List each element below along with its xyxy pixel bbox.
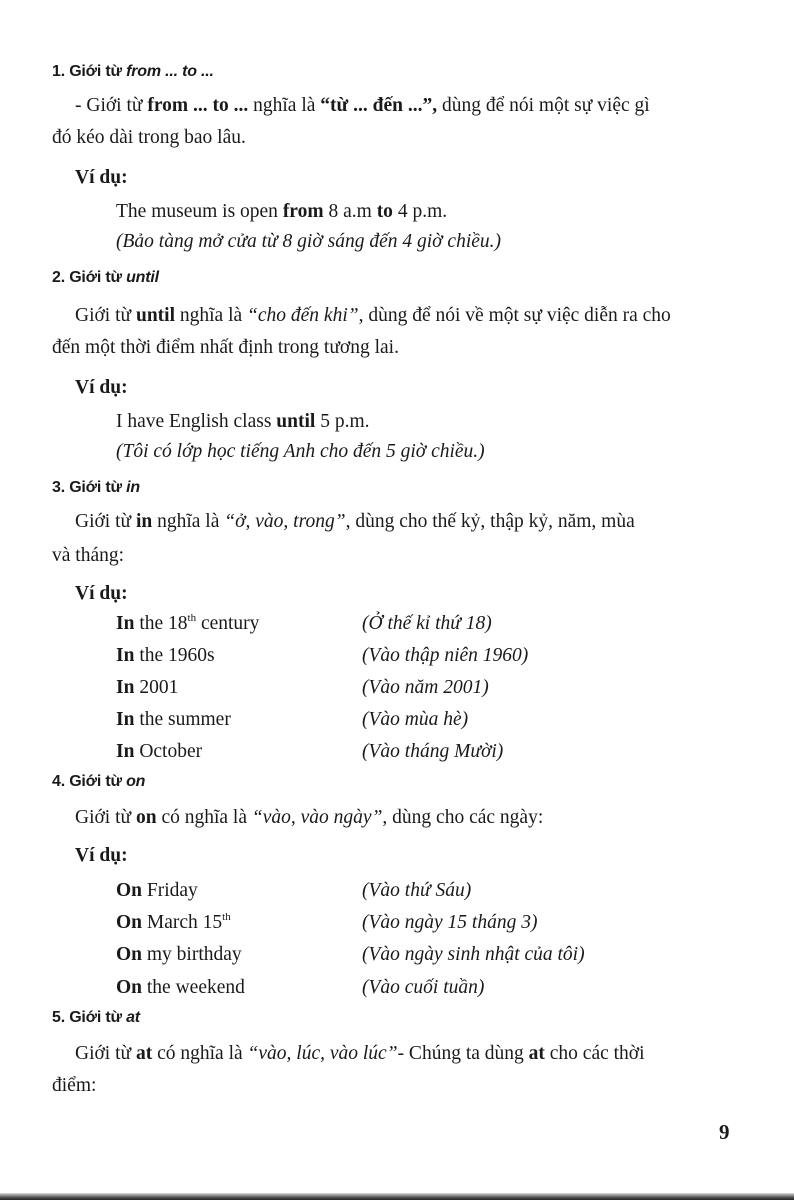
heading-number: 4. Giới từ bbox=[52, 773, 127, 790]
keyword: On bbox=[116, 977, 143, 998]
text: Giới từ bbox=[75, 511, 136, 532]
text: 5 p.m. bbox=[315, 411, 370, 432]
superscript: th bbox=[222, 911, 231, 923]
text: the 18 bbox=[134, 613, 188, 634]
example-phrase bbox=[116, 740, 202, 764]
heading-term: on bbox=[126, 773, 146, 790]
example-phrase bbox=[116, 943, 242, 967]
example-phrase bbox=[116, 676, 178, 700]
heading-term: at bbox=[126, 1009, 140, 1026]
meaning: “ở, vào, trong” bbox=[224, 511, 346, 532]
keyword: In bbox=[116, 709, 135, 730]
paragraph-line bbox=[75, 806, 543, 830]
keyword: In bbox=[116, 741, 135, 762]
text: , dùng để nói về một sự việc diễn ra cho bbox=[358, 305, 671, 326]
keyword: at bbox=[528, 1043, 545, 1064]
example-label: Ví dụ: bbox=[75, 845, 128, 866]
example-translation: (Vào năm 2001) bbox=[362, 677, 489, 698]
example-label: Ví dụ: bbox=[75, 167, 128, 188]
keyword: On bbox=[116, 912, 143, 933]
page-number: 9 bbox=[719, 1120, 730, 1144]
heading-number: 5. Giới từ bbox=[52, 1009, 127, 1026]
example-translation: (Vào ngày 15 tháng 3) bbox=[362, 912, 538, 933]
keyword: at bbox=[135, 1043, 153, 1064]
heading-number: 3. Giới từ bbox=[52, 479, 127, 496]
paragraph-line bbox=[75, 1042, 645, 1066]
text: the 1960s bbox=[134, 645, 215, 666]
example-phrase bbox=[116, 976, 245, 1000]
example-translation: (Vào mùa hè) bbox=[362, 709, 469, 730]
paragraph-line bbox=[75, 510, 635, 534]
heading-2 bbox=[52, 268, 159, 288]
keyword: On bbox=[116, 880, 143, 901]
example-translation: (Vào thập niên 1960) bbox=[362, 645, 529, 666]
text: the summer bbox=[134, 709, 231, 730]
example-translation: (Vào ngày sinh nhật của tôi) bbox=[362, 944, 585, 965]
example-translation: (Vào thứ Sáu) bbox=[362, 880, 472, 901]
keyword: to bbox=[376, 201, 393, 222]
example-phrase bbox=[116, 644, 215, 668]
text: 4 p.m. bbox=[392, 201, 448, 222]
keyword: “từ ... đến ...”, bbox=[320, 95, 438, 116]
example-label: Ví dụ: bbox=[75, 583, 128, 604]
paragraph-line: đó kéo dài trong bao lâu. bbox=[52, 127, 246, 148]
text: March 15 bbox=[142, 912, 223, 933]
paragraph-line: điểm: bbox=[52, 1075, 97, 1096]
example-sentence bbox=[116, 200, 447, 224]
heading-4 bbox=[52, 772, 145, 792]
example-label: Ví dụ: bbox=[75, 377, 128, 398]
text: nghĩa là bbox=[248, 95, 321, 116]
text: , dùng cho các ngày: bbox=[382, 807, 544, 828]
superscript: th bbox=[187, 612, 197, 624]
text: , dùng cho thế kỷ, thập kỷ, năm, mùa bbox=[345, 511, 635, 532]
meaning: “cho đến khi” bbox=[247, 305, 359, 326]
text: có nghĩa là bbox=[156, 807, 252, 828]
text: Giới từ bbox=[75, 305, 136, 326]
text: Giới từ bbox=[75, 1043, 136, 1064]
text: The museum is open bbox=[116, 201, 283, 222]
example-phrase bbox=[116, 911, 231, 935]
example-translation: (Ở thế kỉ thứ 18) bbox=[362, 613, 492, 634]
keyword: In bbox=[116, 645, 135, 666]
example-sentence bbox=[116, 410, 370, 434]
heading-term: in bbox=[126, 479, 140, 496]
paragraph-line: đến một thời điểm nhất định trong tương lai. bbox=[52, 337, 399, 358]
text: - Chúng ta dùng bbox=[397, 1043, 529, 1064]
text: 8 a.m bbox=[323, 201, 377, 222]
paragraph-line bbox=[75, 94, 650, 118]
paragraph-line bbox=[75, 304, 671, 328]
example-translation: (Vào cuối tuần) bbox=[362, 977, 485, 998]
keyword: on bbox=[135, 807, 157, 828]
meaning: “vào, lúc, vào lúc” bbox=[247, 1043, 398, 1064]
text: the weekend bbox=[142, 977, 245, 998]
keyword: In bbox=[116, 613, 135, 634]
example-translation: (Bảo tàng mở cửa từ 8 giờ sáng đến 4 giờ chiều.) bbox=[116, 231, 502, 252]
example-translation: (Vào tháng Mười) bbox=[362, 741, 504, 762]
keyword: In bbox=[116, 677, 135, 698]
text: I have English class bbox=[116, 411, 277, 432]
text: century bbox=[196, 613, 260, 634]
keyword: from bbox=[282, 201, 324, 222]
text: cho các thời bbox=[544, 1043, 645, 1064]
example-phrase bbox=[116, 708, 231, 732]
paragraph-line: và tháng: bbox=[52, 545, 125, 566]
text: có nghĩa là bbox=[152, 1043, 248, 1064]
text: nghĩa là bbox=[152, 511, 225, 532]
keyword: in bbox=[135, 511, 153, 532]
text: nghĩa là bbox=[175, 305, 248, 326]
page-edge-shadow bbox=[0, 1193, 794, 1200]
keyword: until bbox=[135, 305, 175, 326]
text: 2001 bbox=[134, 677, 179, 698]
text: October bbox=[134, 741, 203, 762]
heading-term: from ... to ... bbox=[126, 63, 214, 80]
text: - Giới từ bbox=[75, 95, 148, 116]
heading-term: until bbox=[126, 269, 159, 286]
heading-5 bbox=[52, 1008, 140, 1028]
heading-number: 2. Giới từ bbox=[52, 269, 127, 286]
example-phrase bbox=[116, 879, 198, 903]
heading-number: 1. Giới từ bbox=[52, 63, 127, 80]
text: dùng để nói một sự việc gì bbox=[437, 95, 650, 116]
keyword: On bbox=[116, 944, 143, 965]
heading-1 bbox=[52, 62, 214, 82]
example-phrase bbox=[116, 612, 259, 636]
keyword: from ... to ... bbox=[147, 95, 249, 116]
text: my birthday bbox=[142, 944, 242, 965]
text: Friday bbox=[142, 880, 198, 901]
heading-3 bbox=[52, 478, 140, 498]
meaning: “vào, vào ngày” bbox=[251, 807, 383, 828]
keyword: until bbox=[276, 411, 316, 432]
example-translation: (Tôi có lớp học tiếng Anh cho đến 5 giờ chiều.) bbox=[116, 441, 485, 462]
text: Giới từ bbox=[75, 807, 136, 828]
